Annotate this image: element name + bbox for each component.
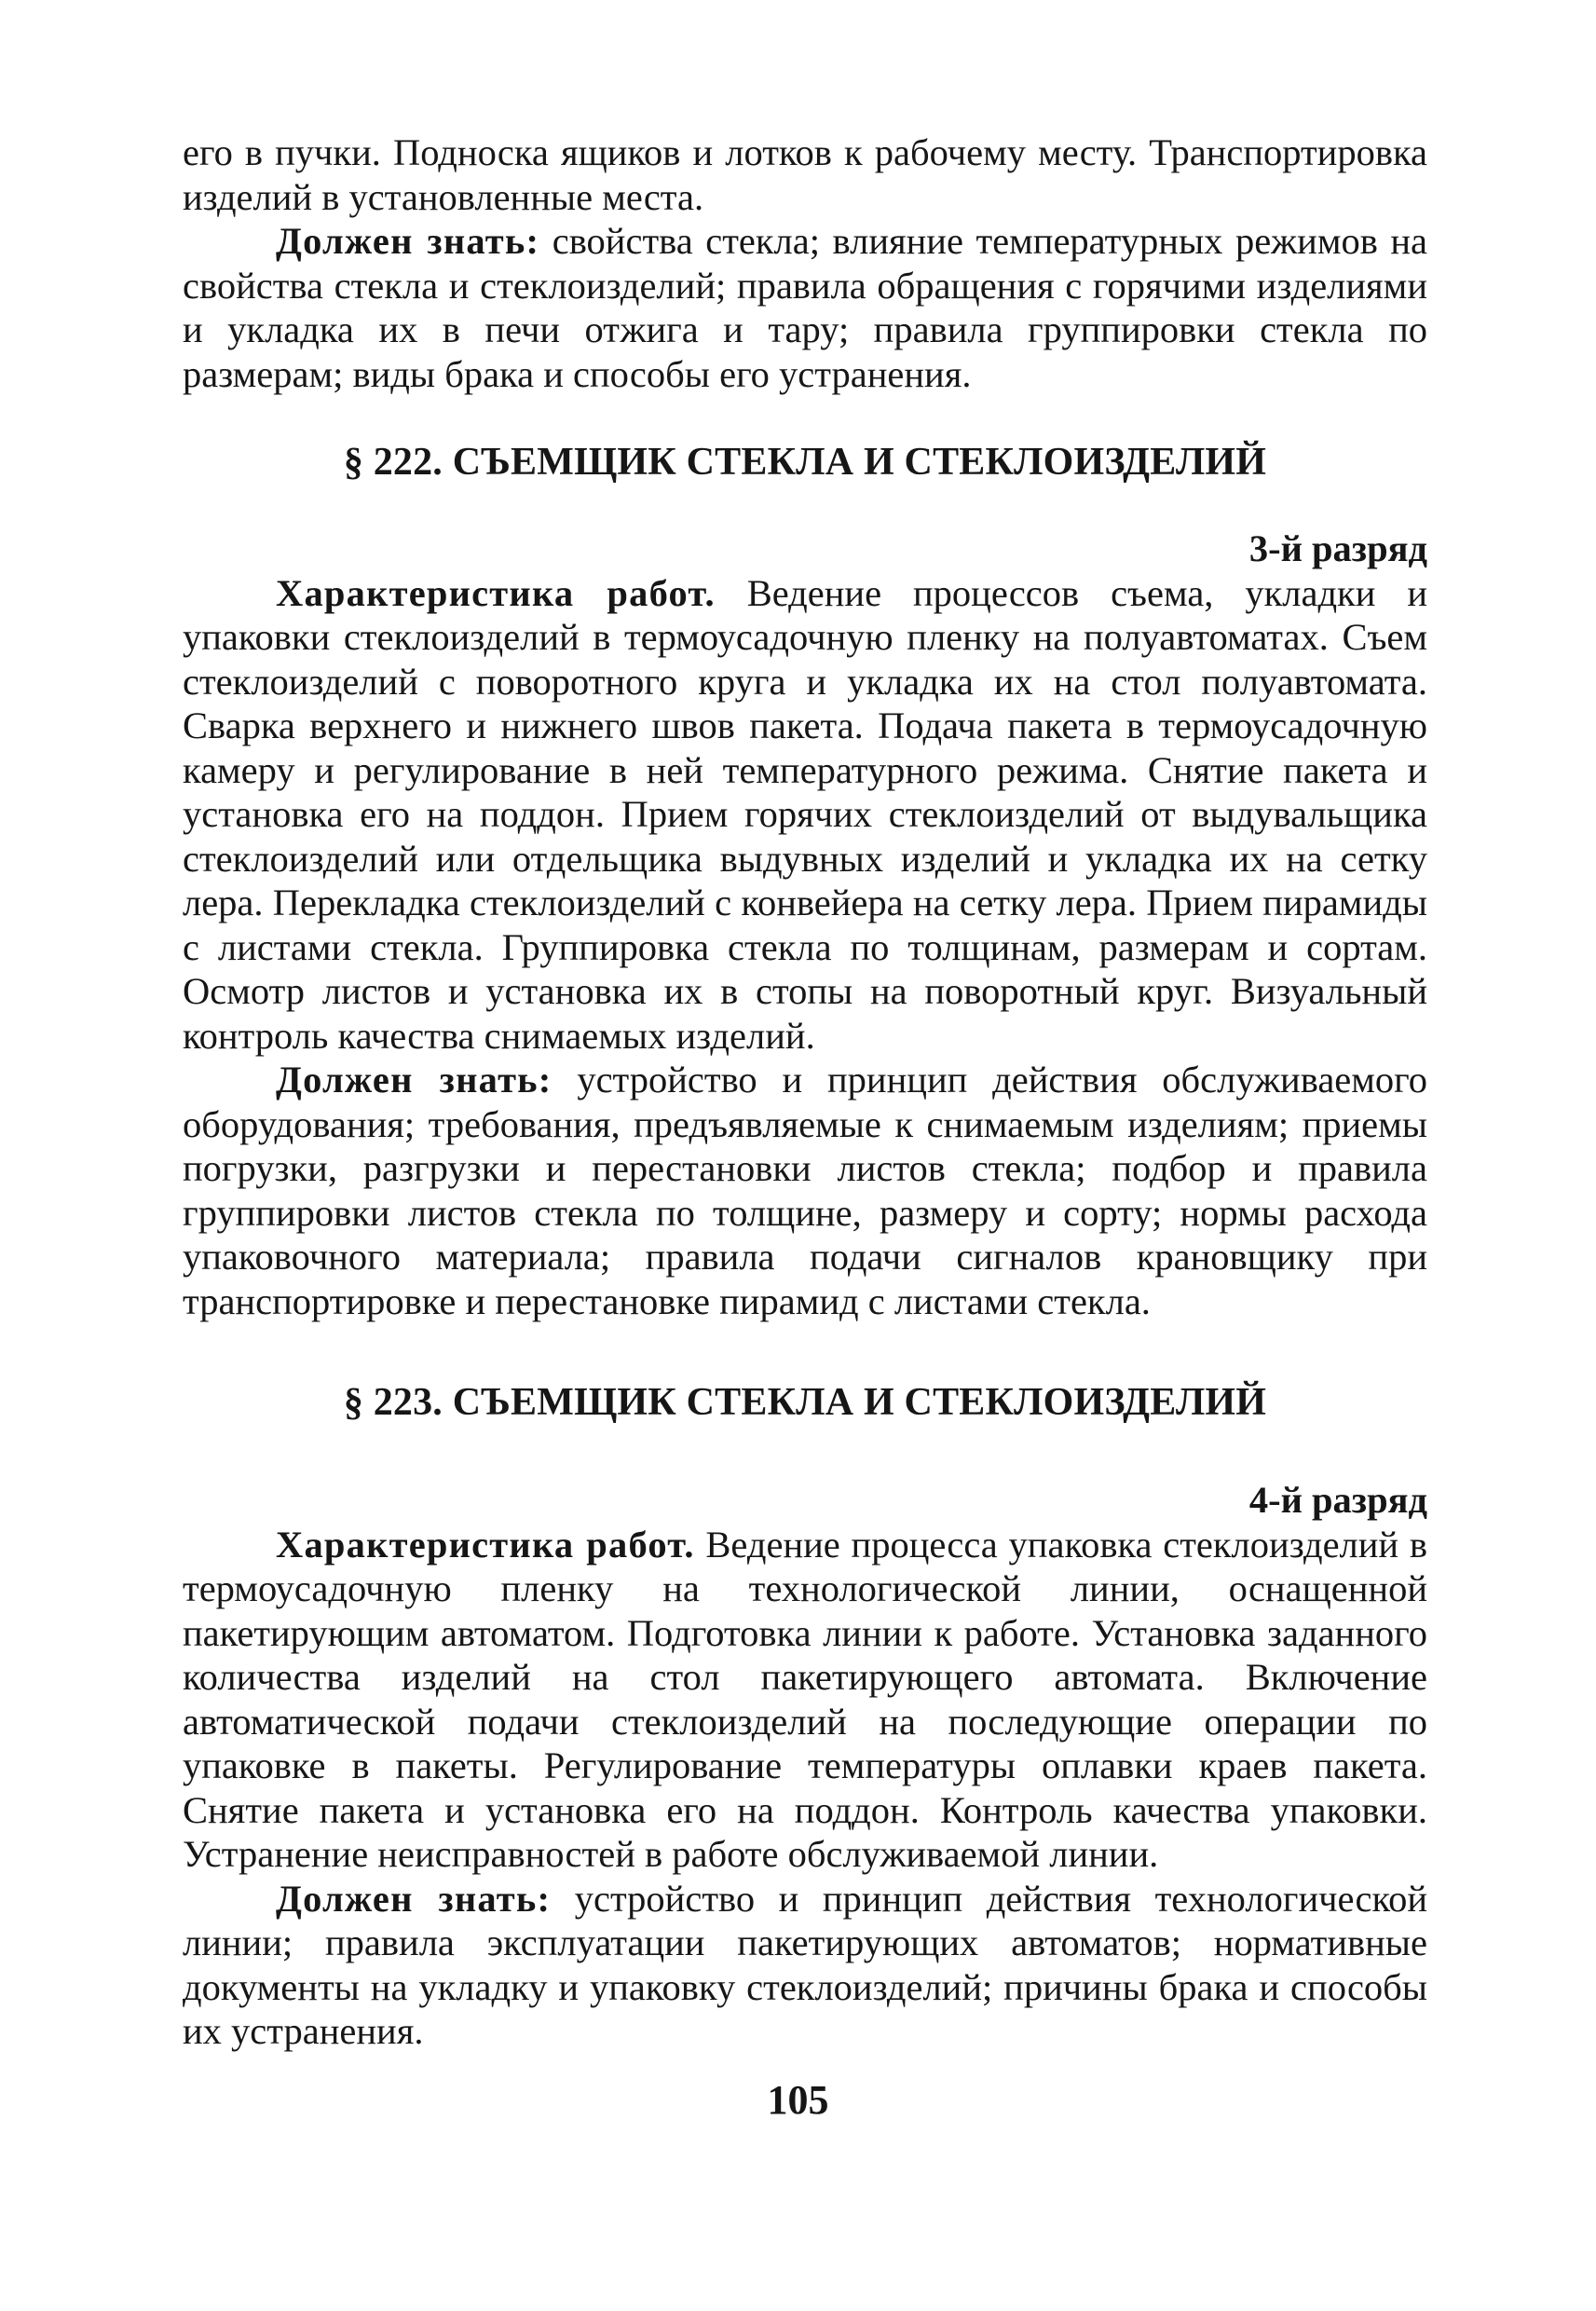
intro-text: его в пучки. Подноска ящиков и лотков к рабочему месту. Транспортировка изделий в установленные места. — [183, 131, 1427, 218]
work-label: Характеристика работ. — [276, 571, 716, 614]
knowledge-text: устройство и принцип действия обслуживаемого оборудования; требования, предъявляемые к снимаемым изделиям; приемы погрузки, разгрузки и перестановки листов стекла; подбор и правила группировки листов стекла по толщине, размеру и сорту; нормы расхода упаковочного материала; правила подачи сигналов крановщику при транспортировке и перестановке пирамид с листами стекла. — [183, 1059, 1427, 1322]
section-222-rank: 3-й разряд — [1248, 527, 1427, 569]
section-223-work-paragraph — [183, 1523, 1427, 1877]
knowledge-text: свойства стекла; влияние температурных режимов на свойства стекла и стеклоизделий; правила обращения с горячими изделиями и укладка их в печи отжига и тару; правила группировки стекла по размерам; виды брака и способы его устранения. — [183, 220, 1428, 395]
section-222-knowledge-paragraph — [183, 1058, 1427, 1323]
section-222-work-paragraph — [183, 571, 1427, 1059]
section-223-heading: § 223. СЪЕМЩИК СТЕКЛА И СТЕКЛОИЗДЕЛИЙ — [343, 1381, 1267, 1424]
work-label: Характеристика работ. — [276, 1523, 695, 1566]
knowledge-label: Должен знать: — [276, 1059, 552, 1101]
section-223-rank: 4-й разряд — [1248, 1479, 1427, 1521]
page-number: 105 — [767, 2077, 829, 2123]
section-222-heading: § 222. СЪЕМЩИК СТЕКЛА И СТЕКЛОИЗДЕЛИЙ — [343, 441, 1267, 484]
document-page — [183, 130, 1427, 2054]
intro-paragraph — [183, 130, 1427, 219]
section-223-knowledge-paragraph — [183, 1877, 1427, 2054]
knowledge-label: Должен знать: — [276, 1877, 552, 1920]
work-text: Ведение процесса упаковка стеклоизделий в термоусадочную пленку на технологической линии, оснащенной пакетирующим автоматом. Подготовка линии к работе. Установка заданного количества изделий на стол пакетирующего автомата. Включение автоматической подачи стеклоизделий на последующие операции по упаковке в пакеты. Регулирование температуры оплавки краев пакета. Снятие пакета и установка его на поддон. Контроль качества упаковки. Устранение неисправностей в работе обслуживаемой линии. — [183, 1523, 1427, 1875]
knowledge-text: устройство и принцип действия технологической линии; правила эксплуатации пакетирующих автоматов; нормативные документы на укладку и упаковку стеклоизделий; причины брака и способы их устранения. — [183, 1877, 1427, 2052]
work-text: Ведение процессов съема, укладки и упаковки стеклоизделий в термоусадочную пленку на полуавтоматах. Съем стеклоизделий с поворотного круга и укладка их на стол полуавтомата. Сварка верхнего и нижнего швов пакета. Подача пакета в термоусадочную камеру и регулирование в ней температурного режима. Снятие пакета и установка его на поддон. Прием горячих стеклоизделий от выдувальщика стеклоизделий или отдельщика выдувных изделий и укладка их на сетку лера. Перекладка стеклоизделий с конвейера на сетку лера. Прием пирамиды с листами стекла. Группировка стекла по толщинам, размерам и сортам. Осмотр листов и установка их в стопы на поворотный круг. Визуальный контроль качества снимаемых изделий. — [183, 571, 1427, 1057]
intro-knowledge-paragraph — [183, 219, 1427, 396]
knowledge-label: Должен знать: — [276, 220, 540, 262]
